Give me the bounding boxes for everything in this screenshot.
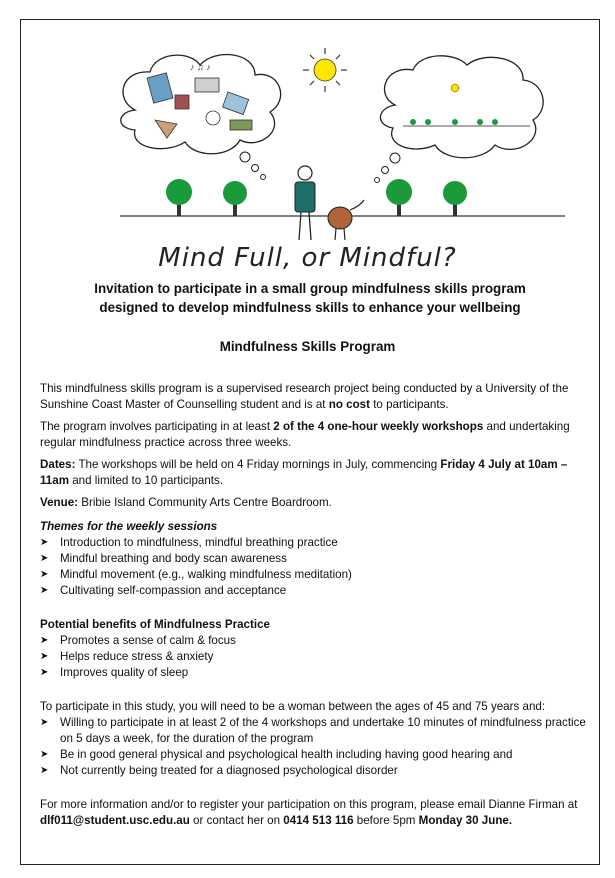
- intro-paragraph: This mindfulness skills program is a supervised research project being conducted by a University of the Sunshine Coast Master of Counselling student and is at no cost to participants.: [40, 382, 569, 411]
- arrow-bullet-icon: ➤: [40, 651, 49, 662]
- contact-paragraph: For more information and/or to register your participation on this program, please email Dianne Firman at dlf011@student.usc.edu.au or contact her on 0414 513 116 before 5pm Monday 30 June.: [40, 798, 578, 827]
- benefits-heading: Potential benefits of Mindfulness Practice: [40, 618, 270, 631]
- themes-heading: Themes for the weekly sessions: [40, 520, 218, 533]
- involvement-paragraph: The program involves participating in at least 2 of the 4 one-hour weekly workshops and undertaking regular mindfulness practice across three weeks.: [40, 420, 570, 449]
- dates-paragraph: Dates: The workshops will be held on 4 Friday mornings in July, commencing Friday 4 July at 10am – 11am and limited to 10 participants.: [40, 458, 568, 487]
- registration-deadline: Monday 30 June.: [418, 814, 513, 827]
- tree-icon: [166, 179, 467, 216]
- list-item: ➤ Mindful movement (e.g., walking mindfulness meditation): [40, 568, 352, 581]
- list-item: ➤ Be in good general physical and psychological health including having good hearing and: [40, 748, 513, 761]
- calm-thought-cloud: [380, 56, 543, 158]
- arrow-bullet-icon: ➤: [40, 667, 49, 678]
- body-content: [40, 381, 588, 835]
- invitation-line-1: Invitation to participate in a small group mindfulness skills program: [94, 281, 526, 296]
- benefits-list: [40, 633, 588, 681]
- invitation-text: [40, 279, 580, 317]
- contact-email: dlf011@student.usc.edu.au: [40, 814, 190, 827]
- themes-list: [40, 535, 588, 599]
- list-item: ➤ Introduction to mindfulness, mindful breathing practice: [40, 536, 338, 549]
- arrow-bullet-icon: ➤: [40, 635, 49, 646]
- list-item: ➤ Not currently being treated for a diagnosed psychological disorder: [40, 764, 398, 777]
- arrow-bullet-icon: ➤: [40, 537, 49, 548]
- eligibility-list: [40, 715, 588, 779]
- eligibility-intro: To participate in this study, you will need to be a woman between the ages of 45 and 75 years and:: [40, 700, 546, 713]
- list-item: ➤ Mindful breathing and body scan awareness: [40, 552, 287, 565]
- arrow-bullet-icon: ➤: [40, 553, 49, 564]
- arrow-bullet-icon: ➤: [40, 765, 49, 776]
- mindfulness-illustration: [95, 40, 575, 250]
- person-icon: [295, 166, 315, 240]
- list-item: ➤ Improves quality of sleep: [40, 666, 189, 679]
- arrow-bullet-icon: ➤: [40, 569, 49, 580]
- svg-text:♪ ♫ ♪: ♪ ♫ ♪: [190, 62, 211, 72]
- program-title: Mindfulness Skills Program: [219, 339, 396, 354]
- list-item: ➤ Helps reduce stress & anxiety: [40, 650, 214, 663]
- list-item: ➤ Willing to participate in at least 2 of the 4 workshops and undertake 10 minutes of mindfulness practice on 5 days a week, for the duration of the program: [40, 716, 586, 745]
- arrow-bullet-icon: ➤: [40, 749, 49, 760]
- list-item: ➤ Cultivating self-compassion and acceptance: [40, 584, 287, 597]
- dog-icon: [328, 200, 364, 240]
- contact-phone: 0414 513 116: [283, 814, 354, 827]
- sun-icon: [303, 48, 347, 92]
- headline: Mind Full, or Mindful?: [158, 243, 457, 273]
- venue-paragraph: Venue: Bribie Island Community Arts Centre Boardroom.: [40, 496, 332, 509]
- list-item: ➤ Promotes a sense of calm & focus: [40, 634, 236, 647]
- invitation-line-2: designed to develop mindfulness skills to enhance your wellbeing: [99, 300, 521, 315]
- arrow-bullet-icon: ➤: [40, 717, 49, 728]
- arrow-bullet-icon: ➤: [40, 585, 49, 596]
